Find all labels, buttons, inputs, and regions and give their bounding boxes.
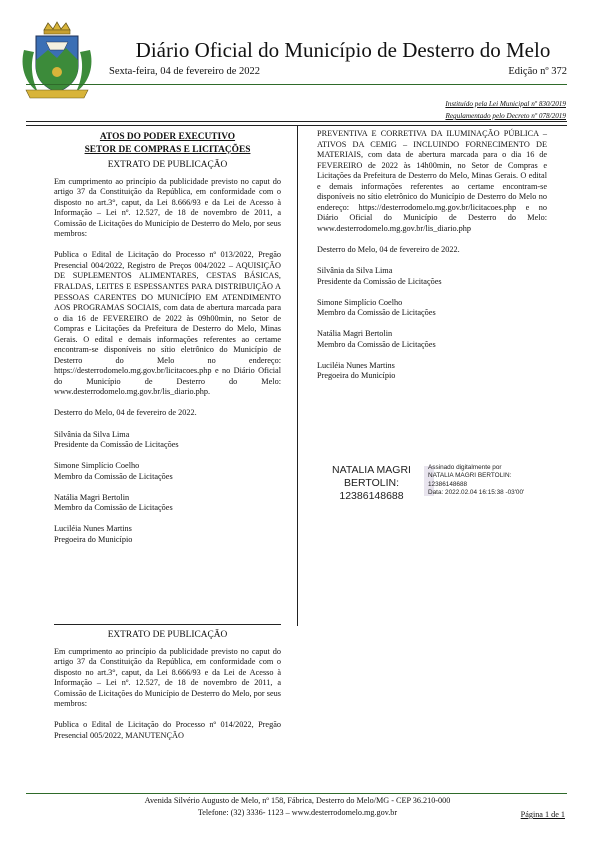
section-heading: ATOS DO PODER EXECUTIVO bbox=[99, 132, 236, 142]
notice-paragraph-continued bbox=[317, 129, 547, 234]
notice-rest: , com data de abertura marcada para o dia 16 de FEVEREIRO de 2022 às 14h00min, no Setor de Compras e Licitações da Prefeitura de Desterro do Melo, Minas Gerais. O edital e demais informações referentes ao certame encontram-se disponíveis no sítio eletrônico do Município de Desterro do Melo no endereço: https://desterrodomelo.mg.gov.br/licitacoes.php e no Diário Oficial do Município de Desterro do Melo: www.desterrodomelo.mg.gov.br/lis_diario.php bbox=[317, 150, 547, 233]
footer-rule bbox=[26, 793, 567, 794]
signer-name: Natália Magri Bertolin bbox=[54, 492, 130, 502]
notice-rest: , com data de abertura marcada para o dia 16 de FEVEREIRO de 2022 às 09h00min, no Setor de Compras e Licitações da Prefeitura de Desterro do Melo, Minas Gerais. O edital e demais informações referentes ao certame encontram-se disponíveis no sítio eletrônico do Município de Desterro do Melo no endereço: https://desterrodomelo.mg.gov.br/licitacoes.php e no Diário Oficial do Município de Desterro do Melo: www.desterrodomelo.mg.gov.br/lis_diario.php. bbox=[54, 303, 281, 397]
institute-line: Instituído pela Lei Municipal nº 830/2019 bbox=[445, 100, 566, 108]
right-column bbox=[317, 129, 547, 382]
footer-address: Avenida Silvério Augusto de Melo, nº 158, Fábrica, Desterro do Melo/MG - CEP 36.210-000 bbox=[144, 796, 451, 805]
signer-name: Silvânia da Silva Lima bbox=[54, 429, 130, 439]
notice-object: AQUISIÇÃO DE SUPLEMENTOS ALIMENTARES, CESTAS BÁSICAS, FRALDAS, LEITES E ESPESSANTES PARA DISTRIBUIÇÃO A PESSOAS CARENTES DO MUNICÍPIO EM ATENDIMENTO AOS PROGRAMAS SOCIAIS bbox=[54, 260, 281, 313]
section-subheading: SETOR DE COMPRAS E LICITAÇÕES bbox=[84, 145, 251, 155]
signer-role: Membro da Comissão de Licitações bbox=[317, 308, 436, 318]
section-separator bbox=[54, 624, 281, 625]
coat-of-arms-icon bbox=[18, 20, 96, 102]
page-number: Página 1 de 1 bbox=[520, 810, 565, 819]
edition-number: Edição nº 372 bbox=[508, 66, 567, 77]
signer-role: Pregoeira do Município bbox=[317, 371, 396, 381]
extract-title: EXTRATO DE PUBLICAÇÃO bbox=[107, 630, 228, 640]
signer-role: Membro da Comissão de Licitações bbox=[54, 503, 173, 513]
place-date: Desterro do Melo, 04 de fevereiro de 2022. bbox=[317, 244, 460, 254]
signer-name: Simone Simplício Coelho bbox=[317, 297, 403, 307]
regulation-line: Regulamentado pelo Decreto nº 078/2019 bbox=[445, 112, 566, 120]
notice-paragraph bbox=[54, 250, 281, 398]
header-rule bbox=[26, 84, 567, 85]
legal-basis bbox=[445, 98, 566, 122]
footer-contact: Telefone: (32) 3336- 1123 – www.desterrodomelo.mg.gov.br bbox=[197, 808, 398, 817]
notice-start: Publica o Edital de Licitação do Processo nº 013/2022, Pregão Presencial 004/2022, Registro de Preços 004/2022 – bbox=[54, 250, 281, 270]
signature-name: NATALIA MAGRI BERTOLIN: 12386148688 bbox=[332, 464, 411, 502]
signer-name: Natália Magri Bertolin bbox=[317, 329, 393, 339]
signer-role: Membro da Comissão de Licitações bbox=[317, 339, 436, 349]
signer-name: Simone Simplício Coelho bbox=[54, 461, 140, 471]
intro-paragraph: Em cumprimento ao princípio da publicidade previsto no caput do artigo 37 da Constituição da República, em conformidade com o disposto no art.3°, caput, da Lei 8.666/93 e da Lei de Acesso à Informação – Lei nº. 12.527, de 18 de novembro de 2011, a Comissão de Licitações do Município de Desterro do Melo, por seus membros: bbox=[54, 176, 281, 239]
signer-role: Presidente da Comissão de Licitações bbox=[317, 276, 442, 286]
digital-signature bbox=[324, 464, 554, 502]
signer-name: Silvânia da Silva Lima bbox=[317, 266, 393, 276]
signer-role: Membro da Comissão de Licitações bbox=[54, 471, 173, 481]
signer-name: Luciléia Nunes Martins bbox=[317, 360, 395, 370]
signer-name: Luciléia Nunes Martins bbox=[54, 524, 132, 534]
left-column-second-extract bbox=[54, 630, 281, 741]
signer-role: Presidente da Comissão de Licitações bbox=[54, 440, 179, 450]
intro-paragraph: Em cumprimento ao princípio da publicidade previsto no caput do artigo 37 da Constituição da República, em conformidade com o disposto no art.3°, caput, da Lei 8.666/93 e da Lei de Acesso à Informação – Lei nº. 12.527, de 18 de novembro de 2011, a Comissão de Licitações do Município de Desterro do Melo, por seus membros: bbox=[54, 646, 281, 709]
place-date: Desterro do Melo, 04 de fevereiro de 2022. bbox=[54, 408, 197, 418]
left-column bbox=[54, 131, 281, 545]
signer-role: Pregoeira do Município bbox=[54, 534, 133, 544]
issue-date: Sexta-feira, 04 de fevereiro de 2022 bbox=[109, 66, 261, 77]
page-title: Diário Oficial do Município de Desterro do Melo bbox=[135, 38, 551, 62]
notice-paragraph-start: Publica o Edital de Licitação do Processo nº 014/2022, Pregão Presencial 005/2022, MANUTENÇÃO bbox=[54, 720, 281, 740]
column-divider bbox=[297, 126, 298, 626]
signature-details: Assinado digitalmente por NATALIA MAGRI BERTOLIN: 12386148688 Data: 2022.02.04 16:15:38 -03'00' bbox=[428, 464, 525, 496]
notice-object: PREVENTIVA E CORRETIVA DA ILUMINAÇÃO PÚBLICA – ATIVOS DA CEMIG – INCLUINDO FORNECIMENTO DE MATERIAIS bbox=[317, 129, 547, 160]
extract-title: EXTRATO DE PUBLICAÇÃO bbox=[107, 160, 228, 170]
